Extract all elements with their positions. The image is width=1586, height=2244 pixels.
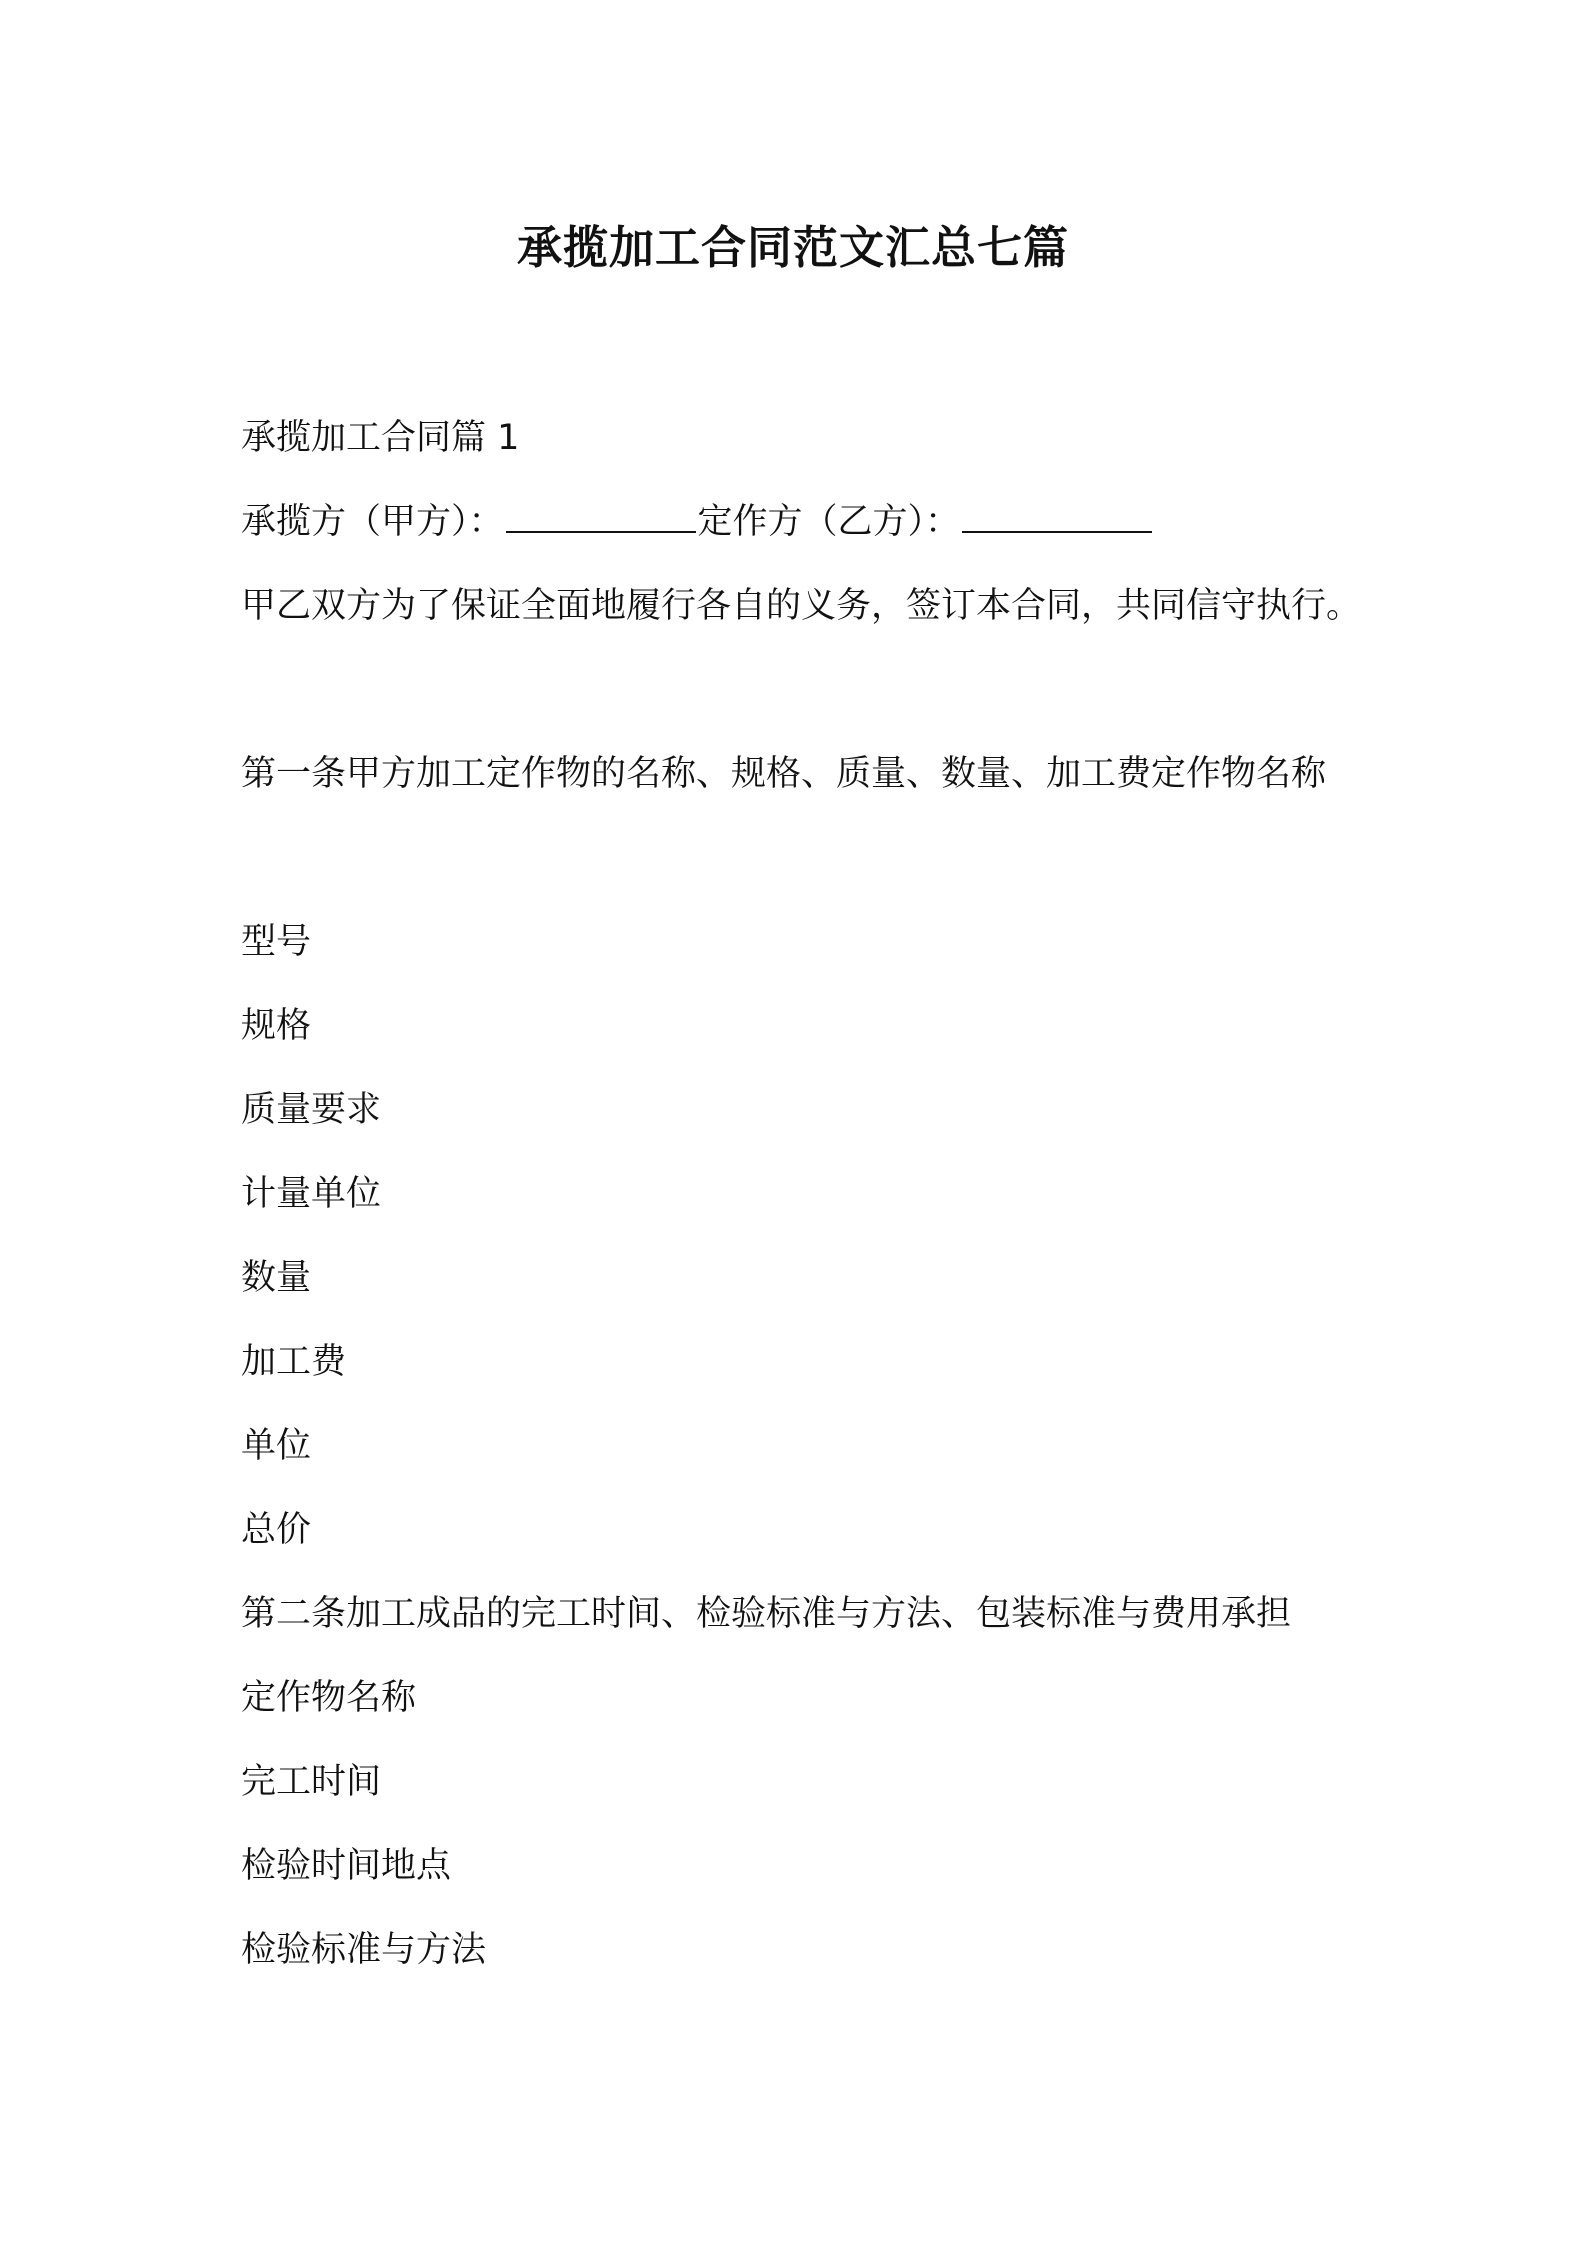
orderer-blank	[962, 503, 1152, 533]
intro-paragraph: 甲乙双方为了保证全面地履行各自的义务，签订本合同，共同信守执行。	[241, 586, 1362, 626]
article-2-item: 检验时间地点	[241, 1846, 452, 1886]
article-1-item: 计量单位	[241, 1174, 382, 1214]
contractor-blank	[506, 503, 696, 533]
orderer-label: 定作方（乙方）：	[697, 502, 961, 542]
article-1-item: 型号	[241, 922, 312, 962]
article-2-item: 检验标准与方法	[241, 1930, 487, 1970]
article-2-item: 定作物名称	[241, 1678, 417, 1718]
document-title: 承揽加工合同范文汇总七篇	[516, 221, 1069, 274]
article-1-item: 规格	[241, 1006, 312, 1046]
article-1-heading: 第一条甲方加工定作物的名称、规格、质量、数量、加工费定作物名称	[241, 754, 1327, 794]
party-line	[241, 480, 1361, 564]
article-2-heading: 第二条加工成品的完工时间、检验标准与方法、包装标准与费用承担	[241, 1594, 1292, 1634]
article-1-item: 质量要求	[241, 1090, 382, 1130]
article-2-item: 完工时间	[241, 1762, 382, 1802]
article-1-item: 数量	[241, 1258, 312, 1298]
article-1-item: 总价	[241, 1510, 312, 1550]
article-1-item: 加工费	[241, 1342, 347, 1382]
article-2-items	[241, 1656, 1361, 1992]
contractor-label: 承揽方（甲方）：	[241, 502, 504, 542]
article-1-item: 单位	[241, 1426, 312, 1466]
article-1-items	[241, 900, 1361, 1572]
section-heading: 承揽加工合同篇 1	[241, 418, 520, 458]
